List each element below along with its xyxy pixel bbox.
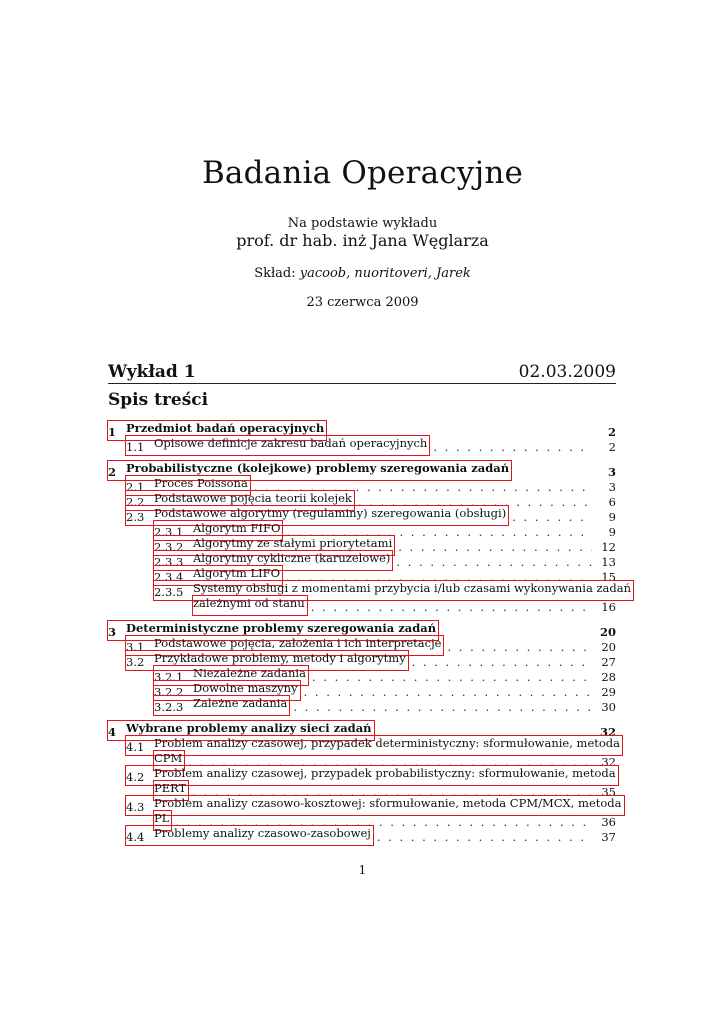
toc-entry[interactable] [108, 666, 616, 684]
lecture-header [108, 362, 616, 384]
toc-entry-number: 2.3.4 [154, 570, 184, 584]
toc-entry-page: 3 [608, 480, 616, 494]
toc-entry-page: 9 [608, 525, 616, 539]
toc-entry-page: 35 [601, 785, 616, 799]
toc-entry-title: Podstawowe pojęcia, założenia i ich interpretacje [154, 636, 442, 650]
toc-entry-number: 2.3.5 [154, 585, 184, 599]
toc-entry-title: Opisowe definicje zakresu badań operacyjnych [154, 436, 428, 450]
document-title: Badania Operacyjne [201, 155, 524, 191]
toc-entry-number: 2.1 [126, 480, 145, 494]
credits-label: Skład: [254, 266, 296, 281]
toc-entry[interactable] [108, 436, 616, 454]
credits [0, 266, 725, 281]
toc-entry-title: Niezależne zadania [193, 666, 306, 680]
toc-entry-number: 4.1 [126, 740, 145, 754]
toc-entry[interactable] [108, 796, 622, 829]
toc-entry-number: 4.4 [126, 830, 145, 844]
toc-entry[interactable] [108, 826, 616, 844]
toc-entry-page: 32 [599, 725, 616, 739]
toc-entry[interactable] [108, 621, 616, 639]
toc-entry-link[interactable] [126, 826, 373, 845]
toc-entry[interactable] [108, 461, 616, 479]
toc-entry-page: 30 [601, 700, 616, 714]
toc-entry-title: Przykładowe problemy, metody i algorytmy [154, 651, 406, 665]
toc-entry[interactable] [108, 681, 616, 699]
toc-entry-title: Algorytmy ze stałymi priorytetami [193, 536, 393, 550]
toc-entry-page: 20 [601, 640, 616, 654]
toc-entry-title: Problem analizy czasowej, przypadek probabilistyczny: sformułowanie, metoda [154, 766, 616, 780]
table-of-contents [108, 421, 632, 844]
toc-entry-title: Problem analizy czasowo-kosztowej: sformułowanie, metoda CPM/MCX, metoda [154, 796, 622, 810]
toc-entry[interactable] [108, 421, 616, 439]
credits-names: yacoob, nuoritoveri, Jarek [299, 266, 471, 281]
toc-entry-page: 15 [601, 570, 616, 584]
toc-entry[interactable] [108, 566, 616, 584]
toc-entry-title-continued: PERT [154, 781, 187, 795]
toc-entry-number: 4 [108, 725, 117, 739]
toc-entry-link[interactable] [154, 696, 289, 715]
toc-entry-number: 3 [108, 625, 117, 639]
toc-entry-number: 3.1 [126, 640, 145, 654]
toc-entry[interactable] [108, 721, 616, 739]
toc-entry[interactable] [108, 736, 621, 769]
toc-entry-page: 27 [601, 655, 616, 669]
toc-entry-number: 4.3 [126, 800, 145, 814]
toc-entry-page: 28 [601, 670, 616, 684]
toc-entry-page: 2 [607, 425, 616, 439]
toc-entry-number: 2.3.1 [154, 525, 184, 539]
toc-entry-page: 12 [601, 540, 616, 554]
toc-entry[interactable] [108, 551, 616, 569]
toc-entry-number: 4.2 [126, 770, 145, 784]
toc-entry-title: Dowolne maszyny [193, 681, 298, 695]
toc-entry-page: 16 [601, 600, 616, 614]
toc-entry-page: 37 [601, 830, 616, 844]
toc-entry-title: Problem analizy czasowej, przypadek deterministyczny: sformułowanie, metoda [154, 736, 621, 750]
toc-entry[interactable] [108, 651, 616, 669]
lecture-date: 02.03.2009 [518, 362, 616, 382]
toc-entry-title-continued: zależnymi od stanu [193, 596, 305, 610]
toc-entry-title: Zależne zadania [193, 696, 288, 710]
toc-entry-title: Podstawowe pojęcia teorii kolejek [154, 491, 352, 505]
toc-entry-number: 2.3.2 [154, 540, 184, 554]
toc-entry[interactable] [108, 491, 616, 509]
toc-entry-link[interactable] [126, 436, 429, 455]
toc-entry-number: 2.2 [126, 495, 145, 509]
toc-entry-title: Deterministyczne problemy szeregowania zadań [126, 621, 437, 635]
toc-entry-title: Proces Poissona [154, 476, 248, 490]
toc-heading: Spis treści [108, 390, 209, 410]
toc-entry-number: 2.3.3 [154, 555, 184, 569]
toc-leader-dots [293, 700, 592, 715]
toc-entry[interactable] [108, 766, 616, 799]
subtitle-professor: prof. dr hab. inż Jana Węglarza [236, 231, 489, 250]
toc-entry-title-continued: CPM [154, 751, 183, 765]
toc-entry-title: Systemy obsługi z momentami przybycia i/lub czasami wykonywania zadań [193, 581, 632, 595]
toc-entry[interactable] [108, 521, 616, 539]
toc-entry-number: 2.3 [126, 510, 145, 524]
toc-entry-number: 3.2 [126, 655, 145, 669]
subtitle-lecture-basis: Na podstawie wykładu [287, 216, 438, 231]
toc-entry-title: Wybrane problemy analizy sieci zadań [126, 721, 372, 735]
toc-entry[interactable] [108, 581, 632, 614]
lecture-label: Wykład 1 [108, 362, 196, 382]
toc-entry-page: 2 [608, 440, 616, 454]
toc-entry-page: 32 [601, 755, 616, 769]
toc-entry-title-continued: PL [154, 811, 170, 825]
toc-leader-dots [433, 440, 592, 455]
toc-entry[interactable] [108, 636, 616, 654]
toc-entry-title: Probabilistyczne (kolejkowe) problemy szeregowania zadań [126, 461, 510, 475]
toc-leader-dots [311, 600, 592, 615]
toc-entry-page: 36 [601, 815, 616, 829]
toc-entry-title: Podstawowe algorytmy (regulaminy) szeregowania (obsługi) [154, 506, 507, 520]
toc-entry[interactable] [108, 536, 616, 554]
toc-entry-number: 3.2.2 [154, 685, 184, 699]
toc-entry-number: 1.1 [126, 440, 145, 454]
toc-entry[interactable] [108, 476, 616, 494]
toc-entry-title: Algorytmy cykliczne (karuzelowe) [193, 551, 391, 565]
toc-entry-number: 1 [108, 425, 117, 439]
toc-entry-title: Algorytm FIFO [193, 521, 281, 535]
document-date: 23 czerwca 2009 [306, 295, 419, 310]
toc-entry-page: 29 [601, 685, 616, 699]
toc-entry-page: 6 [608, 495, 616, 509]
toc-entry-title: Przedmiot badań operacyjnych [126, 421, 325, 435]
toc-entry-number: 3.2.1 [154, 670, 184, 684]
toc-entry-number: 2 [108, 465, 117, 479]
toc-entry-page: 3 [607, 465, 616, 479]
toc-entry-number: 3.2.3 [154, 700, 184, 714]
page-number: 1 [358, 863, 367, 877]
toc-entry-title: Algorytm LIFO [193, 566, 281, 580]
toc-entry-link-continued[interactable] [193, 596, 307, 615]
toc-entry-page: 13 [601, 555, 616, 569]
toc-entry-page: 9 [608, 510, 616, 524]
toc-leader-dots [377, 830, 592, 845]
toc-entry-title: Problemy analizy czasowo-zasobowej [154, 826, 371, 840]
toc-entry[interactable] [108, 506, 616, 524]
toc-entry[interactable] [108, 696, 616, 714]
toc-entry-page: 20 [599, 625, 616, 639]
